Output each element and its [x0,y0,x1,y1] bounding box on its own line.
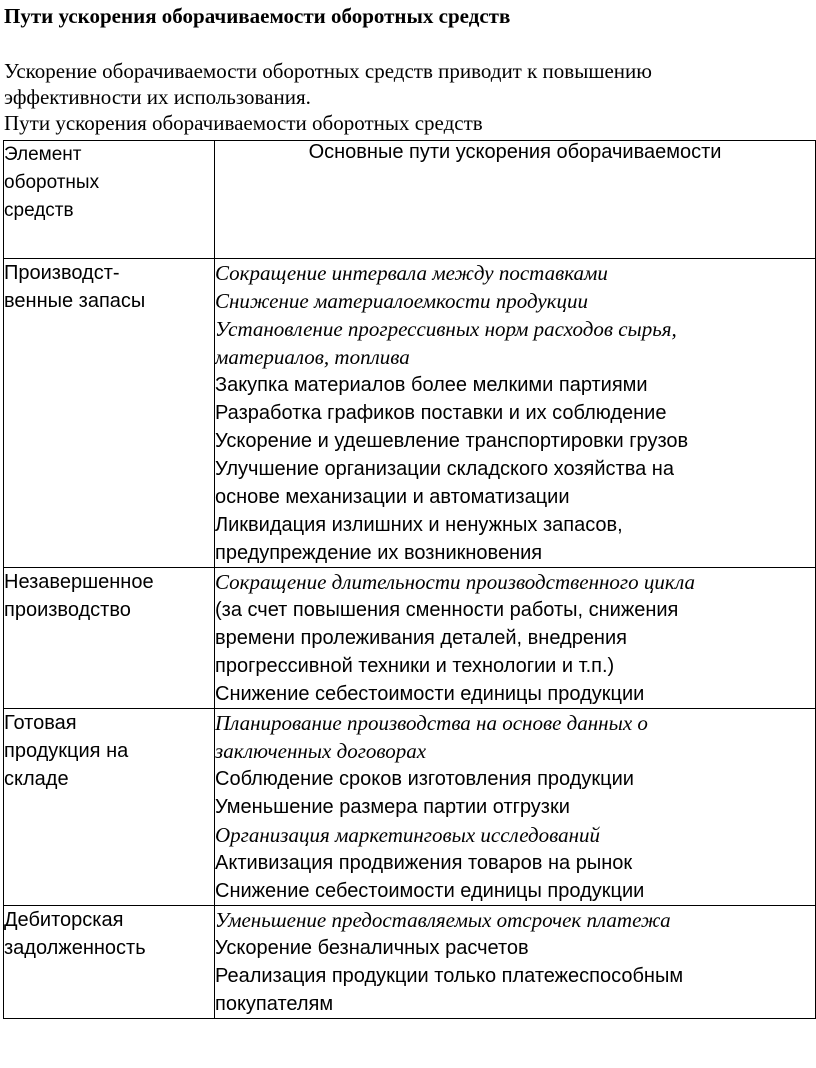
header-ways-cell [215,141,816,259]
ways-line: основе механизации и автоматизации [215,486,570,508]
ways-cell [215,259,816,568]
category-cell [4,709,215,906]
ways-line: Реализация продукции только платежеспособным [215,965,684,987]
ways-cell [215,568,816,709]
intro-line: эффективности их использования. [4,85,311,109]
document-title: Пути ускорения оборачиваемости оборотных средств [4,4,511,28]
ways-line: Соблюдение сроков изготовления продукции [215,768,634,790]
intro-line: Пути ускорения оборачиваемости оборотных средств [4,111,483,135]
ways-line: Закупка материалов более мелкими партиями [215,374,648,396]
ways-line: Сокращение длительности производственного цикла [215,570,696,594]
ways-line: прогрессивной техники и технологии и т.п.) [215,655,615,677]
category-line: продукция на [4,740,129,762]
table-header-row [4,141,816,259]
ways-line: Улучшение организации складского хозяйства на [215,458,674,480]
ways-line: Разработка графиков поставки и их соблюдение [215,402,667,424]
table-row [4,906,816,1019]
category-line: Производст- [4,262,120,284]
ways-line: Активизация продвижения товаров на рынок [215,852,633,874]
category-line: Незавершенное [4,571,154,593]
ways-line: Снижение себестоимости единицы продукции [215,880,645,902]
ways-line: материалов, топлива [215,345,410,369]
ways-line: Установление прогрессивных норм расходов сырья, [215,317,677,341]
intro-line: Ускорение оборачиваемости оборотных средств приводит к повышению [4,59,652,83]
ways-line: предупреждение их возникновения [215,542,543,564]
ways-line: Организация маркетинговых исследований [215,823,601,847]
header-element-line: оборотных [4,172,100,193]
ways-line: Снижение материалоемкости продукции [215,289,588,313]
ways-line: (за счет повышения сменности работы, снижения [215,599,679,621]
category-line: Готовая [4,712,77,734]
ways-line: Планирование производства на основе данных о [215,711,648,735]
intro-text [4,58,812,136]
table-row [4,568,816,709]
ways-line: Сокращение интервала между поставками [215,261,608,285]
header-element-cell [4,141,215,259]
category-cell [4,568,215,709]
turnover-acceleration-table [3,140,816,1019]
header-element-line: Элемент [4,144,82,165]
category-cell [4,906,215,1019]
ways-line: Снижение себестоимости единицы продукции [215,683,645,705]
category-cell [4,259,215,568]
ways-line: Уменьшение размера партии отгрузки [215,796,570,818]
category-line: венные запасы [4,290,146,312]
ways-line: Ликвидация излишних и ненужных запасов, [215,514,623,536]
table-row [4,709,816,906]
ways-line: покупателям [215,993,334,1015]
ways-line: Ускорение безналичных расчетов [215,937,529,959]
ways-cell [215,709,816,906]
header-element-line: средств [4,200,74,221]
ways-line: времени пролеживания деталей, внедрения [215,627,627,649]
ways-line: Уменьшение предоставляемых отсрочек платежа [215,908,671,932]
ways-line: Ускорение и удешевление транспортировки грузов [215,430,689,452]
category-line: производство [4,599,131,621]
category-line: складе [4,768,69,790]
table-row [4,259,816,568]
header-ways-text: Основные пути ускорения оборачиваемости [308,141,722,163]
ways-cell [215,906,816,1019]
category-line: Дебиторская [4,909,124,931]
category-line: задолженность [4,937,146,959]
ways-line: заключенных договорах [215,739,427,763]
